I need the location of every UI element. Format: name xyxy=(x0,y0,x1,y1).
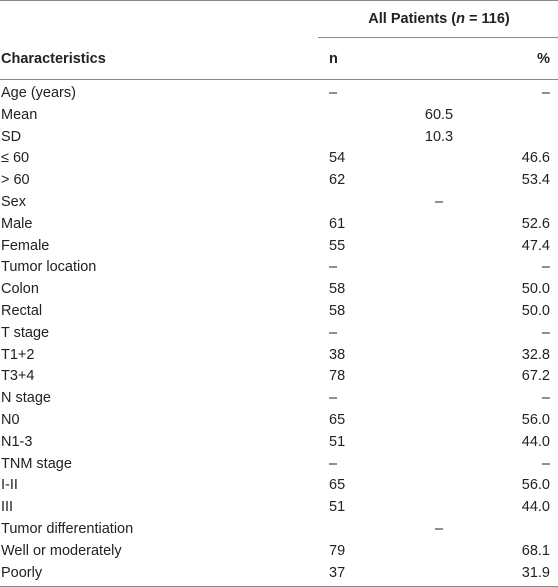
table-row xyxy=(0,170,558,192)
group-header-n: n xyxy=(456,11,465,27)
row-merged-value: 10.3 xyxy=(424,128,454,145)
row-label: N0 xyxy=(1,411,20,428)
row-n-value: 51 xyxy=(329,499,346,516)
row-label: Tumor differentiation xyxy=(1,520,134,537)
row-percent-value: 50.0 xyxy=(521,302,550,319)
row-percent-value: 52.6 xyxy=(521,215,550,232)
row-merged-value: – xyxy=(434,193,444,210)
row-label: Rectal xyxy=(1,302,43,319)
row-label: Mean xyxy=(1,106,38,123)
table-row xyxy=(0,388,558,410)
table-row xyxy=(0,541,558,563)
row-label: I-II xyxy=(1,477,18,494)
column-header-characteristics: Characteristics xyxy=(1,51,106,67)
row-percent-value: 47.4 xyxy=(521,237,550,254)
column-header-n: n xyxy=(329,51,338,67)
row-percent-value: 46.6 xyxy=(521,150,550,167)
row-label: TNM stage xyxy=(1,455,72,472)
table-row xyxy=(0,366,558,388)
row-percent-value: 67.2 xyxy=(521,368,550,385)
row-n-value: 51 xyxy=(329,433,346,450)
row-percent-value: – xyxy=(541,259,550,276)
row-percent-value: 32.8 xyxy=(521,346,550,363)
row-n-value: – xyxy=(329,85,338,101)
row-n-value: 79 xyxy=(329,542,346,559)
table-row xyxy=(0,148,558,170)
row-label: > 60 xyxy=(1,172,30,189)
row-n-value: – xyxy=(329,259,338,276)
row-n-value: 65 xyxy=(329,411,346,428)
row-label: Poorly xyxy=(1,564,43,581)
column-header-percent: % xyxy=(537,51,550,67)
row-n-value: 54 xyxy=(329,150,346,167)
table-body xyxy=(0,80,558,586)
table-row xyxy=(0,497,558,519)
row-percent-value: 31.9 xyxy=(521,564,550,581)
table-row xyxy=(0,214,558,236)
row-label: Tumor location xyxy=(1,259,97,276)
row-percent-value: 50.0 xyxy=(521,281,550,298)
row-n-value: 61 xyxy=(329,215,346,232)
table-row xyxy=(0,410,558,432)
group-header-all-patients xyxy=(320,11,558,27)
table-row xyxy=(0,563,558,585)
table-row xyxy=(0,127,558,149)
row-n-value: 58 xyxy=(329,302,346,319)
row-label: N1-3 xyxy=(1,433,33,450)
row-percent-value: – xyxy=(541,85,550,101)
row-label: T1+2 xyxy=(1,346,35,363)
row-percent-value: 68.1 xyxy=(521,542,550,559)
row-merged-value: – xyxy=(434,520,444,537)
row-n-value: 37 xyxy=(329,564,346,581)
row-label: Sex xyxy=(1,193,26,210)
row-n-value: 55 xyxy=(329,237,346,254)
row-label: Female xyxy=(1,237,50,254)
row-n-value: 58 xyxy=(329,281,346,298)
row-n-value: – xyxy=(329,390,338,407)
row-label: Well or moderately xyxy=(1,542,122,559)
table-row xyxy=(0,432,558,454)
row-label: III xyxy=(1,499,14,516)
row-n-value: 62 xyxy=(329,172,346,189)
group-header-suffix: = 116) xyxy=(464,11,510,27)
row-n-value: – xyxy=(329,455,338,472)
row-percent-value: – xyxy=(541,455,550,472)
table-row xyxy=(0,236,558,258)
row-n-value: 65 xyxy=(329,477,346,494)
row-label: T stage xyxy=(1,324,50,341)
row-percent-value: 53.4 xyxy=(521,172,550,189)
table-row xyxy=(0,83,558,105)
row-percent-value: – xyxy=(541,324,550,341)
row-label: Colon xyxy=(1,281,39,298)
table-row xyxy=(0,345,558,367)
table-row xyxy=(0,257,558,279)
row-label: ≤ 60 xyxy=(1,150,30,167)
table-row xyxy=(0,323,558,345)
table-row xyxy=(0,454,558,476)
row-label: Age (years) xyxy=(1,85,76,101)
row-percent-value: 56.0 xyxy=(521,477,550,494)
row-label: N stage xyxy=(1,390,51,407)
row-percent-value: – xyxy=(541,390,550,407)
table-row xyxy=(0,475,558,497)
group-header-prefix: All Patients ( xyxy=(368,11,457,27)
table-row xyxy=(0,301,558,323)
row-n-value: 38 xyxy=(329,346,346,363)
row-label: SD xyxy=(1,128,22,145)
table-row xyxy=(0,105,558,127)
row-label: T3+4 xyxy=(1,368,35,385)
row-percent-value: 44.0 xyxy=(521,499,550,516)
row-n-value: – xyxy=(329,324,338,341)
row-percent-value: 44.0 xyxy=(521,433,550,450)
column-header-row xyxy=(0,38,558,79)
row-percent-value: 56.0 xyxy=(521,411,550,428)
row-merged-value: 60.5 xyxy=(424,106,454,123)
table-row xyxy=(0,279,558,301)
table-row xyxy=(0,192,558,214)
table-row xyxy=(0,519,558,541)
group-header-row xyxy=(0,1,558,38)
row-n-value: 78 xyxy=(329,368,346,385)
row-label: Male xyxy=(1,215,33,232)
